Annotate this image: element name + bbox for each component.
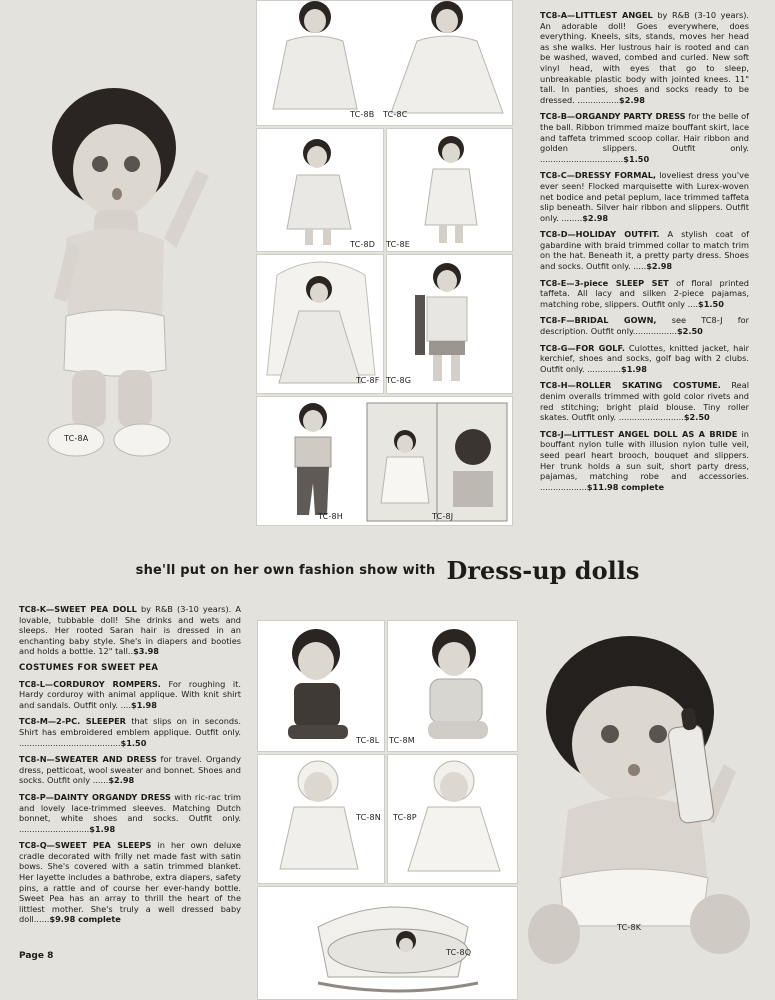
price: $1.50 (623, 153, 650, 164)
item-tc8p: TC8-P—DAINTY ORGANDY DRESS with ric-rac trim and lovely lace-trimmed sleeves. Matching Dutch bonnet, white shoes and socks. Outfit only. ...........................$1.98 (19, 791, 241, 834)
item-tc8q: TC8-Q—SWEET PEA SLEEPS in her own deluxe cradle decorated with frilly net made fast with satin bows. She's covered with a satin trimmed blanket. Her layette includes a bathrobe, extra diapers, safety pins, a rattle and of course her ever-handy bottle. Sweet Pea has an array to thrill the heart of the littlest mother. She's truly a well dressed baby doll......$9.98 complete (19, 840, 241, 925)
banner-lead: she'll put on her own fashion show with (135, 563, 436, 578)
photo-tc8g (386, 254, 513, 394)
price: $1.98 (621, 363, 647, 374)
photo-caption-tc8f: TC-8F (356, 376, 380, 385)
price: $3.98 (133, 646, 159, 657)
item-tc8g: TC8-G—FOR GOLF. Culottes, knitted jacket, hair kerchief, shoes and socks, golf bag with 2 clubs. Outfit only. .............$1.98 (540, 342, 749, 374)
photo-caption-tc8l: TC-8L (356, 736, 380, 745)
price: $2.50 (676, 326, 703, 337)
photo-caption-tc8n: TC-8N (356, 813, 381, 822)
price: $1.50 (120, 737, 147, 748)
banner-title: Dress-up dolls (446, 556, 640, 585)
costumes-subhead: COSTUMES FOR SWEET PEA (19, 662, 159, 673)
item-tc8j: TC8-J—LITTLEST ANGEL DOLL AS A BRIDE in bouffant nylon tulle with illusion nylon tulle veil, seed pearl heart brooch, bouquet and slippers. Her trunk holds a sun suit, short party dress, pajamas, matching robe and accessories. ..................$11.98 complete (540, 428, 749, 492)
price: $2.98 (619, 94, 645, 105)
photo-tc8l (257, 620, 385, 752)
item-tc8e: TC8-E—3-piece SLEEP SET of floral printed taffeta. All lacy and silken 2-piece pajamas, matching robe, slippers. Outfit only ....$1.50 (540, 277, 749, 309)
photo-tc8f (256, 254, 384, 394)
item-tc8l: TC8-L—CORDUROY ROMPERS. For roughing it. Hardy corduroy with animal applique. With knit shirt and sandals. Outfit only. ....$1.98 (19, 678, 241, 710)
price: $9.98 complete (49, 914, 121, 925)
item-tc8n: TC8-N—SWEATER AND DRESS for travel. Organdy dress, petticoat, wool sweater and bonnet. Shoes and socks. Outfit only ......$2.98 (19, 754, 241, 786)
price: $2.98 (646, 261, 673, 272)
photo-tc8e (386, 128, 513, 252)
photo-caption-tc8q: TC-8Q (446, 948, 472, 957)
item-tc8c: TC8-C—DRESSY FORMAL, loveliest dress you've ever seen! Flocked marquisette with Lurex-woven net bodice and petal peplum, lace trimmed taffeta slip beneath. Silver hair ribbon and slippers. Outfit only. ........$2.98 (540, 170, 749, 223)
photo-caption-tc8c: TC-8C (383, 110, 408, 119)
item-tc8h: TC8-H—ROLLER SKATING COSTUME. Real denim overalls trimmed with gold color rivets and red stitching; bright plaid blouse. Tiny roller skates. Outfit only. .........................$2.50 (540, 380, 749, 423)
item-tc8a: TC8-A—LITTLEST ANGEL by R&B (3-10 years). An adorable doll! Goes everywhere, does everything. Kneels, sits, stands, moves her head as she walks. Her lustrous hair is rooted and can be washed, waved, combed and curled. New soft vinyl head, with eyes that go to sleep, unbreakable plastic body with jointed knees. 11" tall. In panties, shoes and socks ready to be dressed. ................$2.98 (540, 10, 750, 105)
item-tc8m: TC8-M—2-PC. SLEEPER that slips on in seconds. Shirt has embroidered emblem applique. Outfit only. .......................................$1.50 (19, 716, 241, 748)
price: $2.98 (582, 212, 609, 223)
photo-caption-tc8e: TC-8E (386, 240, 411, 249)
photo-caption-tc8h: TC-8H (318, 512, 343, 521)
price: $1.98 (131, 699, 157, 710)
photo-tc8b-tc8c (256, 0, 513, 126)
item-tc8k: TC8-K—SWEET PEA DOLL by R&B (3-10 years). A lovable, tubbable doll! She drinks and wets and sleeps. Her rooted Saran hair is dressed in an enchanting baby style. She's in diapers and booties and holds a bottle. 12" tall..$3.98 (19, 604, 241, 657)
photo-caption-tc8j: TC-8J (432, 512, 454, 521)
photo-caption-tc8p: TC-8P (393, 813, 417, 822)
price: $1.98 (89, 823, 116, 834)
photo-tc8h-tc8j (256, 396, 513, 526)
item-tc8b: TC8-B—ORGANDY PARTY DRESS for the belle of the ball. Ribbon trimmed maize bouffant skirt, lace and taffeta trimmed scoop collar. Hair ribbon and golden slippers. Outfit only. ................................$1.50 (540, 111, 749, 164)
section-banner (0, 556, 775, 585)
photo-caption-tc8m: TC-8M (389, 736, 415, 745)
photo-caption-tc8k: TC-8K (617, 923, 642, 932)
photo-caption-tc8g: TC-8G (386, 376, 412, 385)
photo-caption-tc8d: TC-8D (350, 240, 376, 249)
doll-illustration-tc8k (524, 634, 764, 972)
photo-caption-tc8a: TC-8A (64, 434, 89, 443)
price: $2.98 (108, 775, 135, 786)
page-number: Page 8 (19, 951, 54, 961)
photo-caption-tc8b: TC-8B (350, 110, 375, 119)
price: $2.50 (683, 412, 710, 423)
doll-illustration-tc8a (14, 58, 219, 470)
item-tc8f: TC8-F—BRIDAL GOWN, see TC8-J for description. Outfit only.................$2.50 (540, 315, 749, 337)
photo-tc8m (387, 620, 518, 752)
top-description-column (540, 10, 749, 498)
item-tc8d: TC8-D—HOLIDAY OUTFIT. A stylish coat of gabardine with braid trimmed collar to match trim on the hat. Beneath it, a pretty party dress. Shoes and socks. Outfit only. .....$2.98 (540, 229, 749, 272)
bottom-description-column (19, 604, 241, 931)
price: $1.50 (698, 298, 724, 309)
photo-tc8q (257, 886, 518, 1000)
photo-tc8d (256, 128, 384, 252)
price: $11.98 complete (586, 481, 665, 492)
